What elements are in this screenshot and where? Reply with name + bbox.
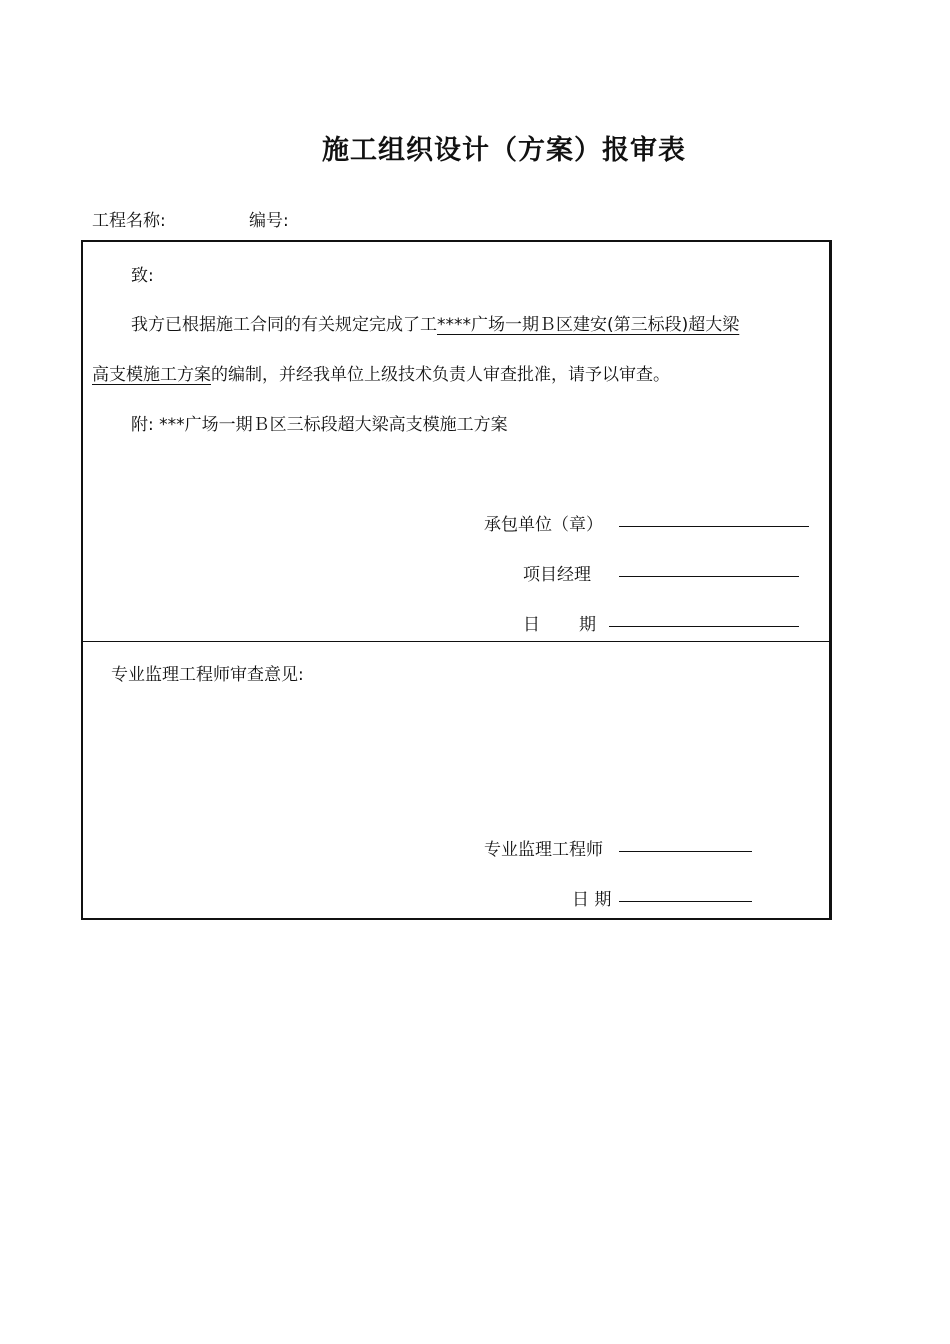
review-opinion-label: 专业监理工程师审查意见: <box>111 665 304 685</box>
engineer-signature-line <box>619 851 752 852</box>
number-label: 编号: <box>249 211 289 231</box>
body-line-2 <box>92 360 670 385</box>
body-line2-suffix: 的编制，并经我单位上级技术负责人审查批准，请予以审查。 <box>211 365 670 385</box>
attachment-text: 附: ***广场一期Ｂ区三标段超大梁高支模施工方案 <box>131 415 508 435</box>
body-line-1 <box>131 310 739 335</box>
review-date-label: 日 期 <box>572 890 612 910</box>
review-date-line <box>619 901 752 902</box>
section-divider <box>83 641 829 642</box>
body-line1-underlined: ****广场一期Ｂ区建安(第三标段)超大梁 <box>437 315 740 335</box>
body-line2-underlined: 高支模施工方案 <box>92 365 211 385</box>
to-label: 致: <box>131 266 154 286</box>
date-signature-line <box>609 626 799 627</box>
contractor-label: 承包单位（章） <box>484 515 603 535</box>
manager-signature-line <box>619 576 799 577</box>
date-label-b: 期 <box>579 615 596 635</box>
page-title: 施工组织设计（方案）报审表 <box>322 135 686 166</box>
project-name-label: 工程名称: <box>92 211 166 231</box>
contractor-signature-line <box>619 526 809 527</box>
manager-label: 项目经理 <box>523 565 591 585</box>
form-table <box>81 240 832 920</box>
engineer-label: 专业监理工程师 <box>484 840 603 860</box>
body-line1-prefix: 我方已根据施工合同的有关规定完成了工 <box>131 315 437 335</box>
date-label-a: 日 <box>523 615 540 635</box>
